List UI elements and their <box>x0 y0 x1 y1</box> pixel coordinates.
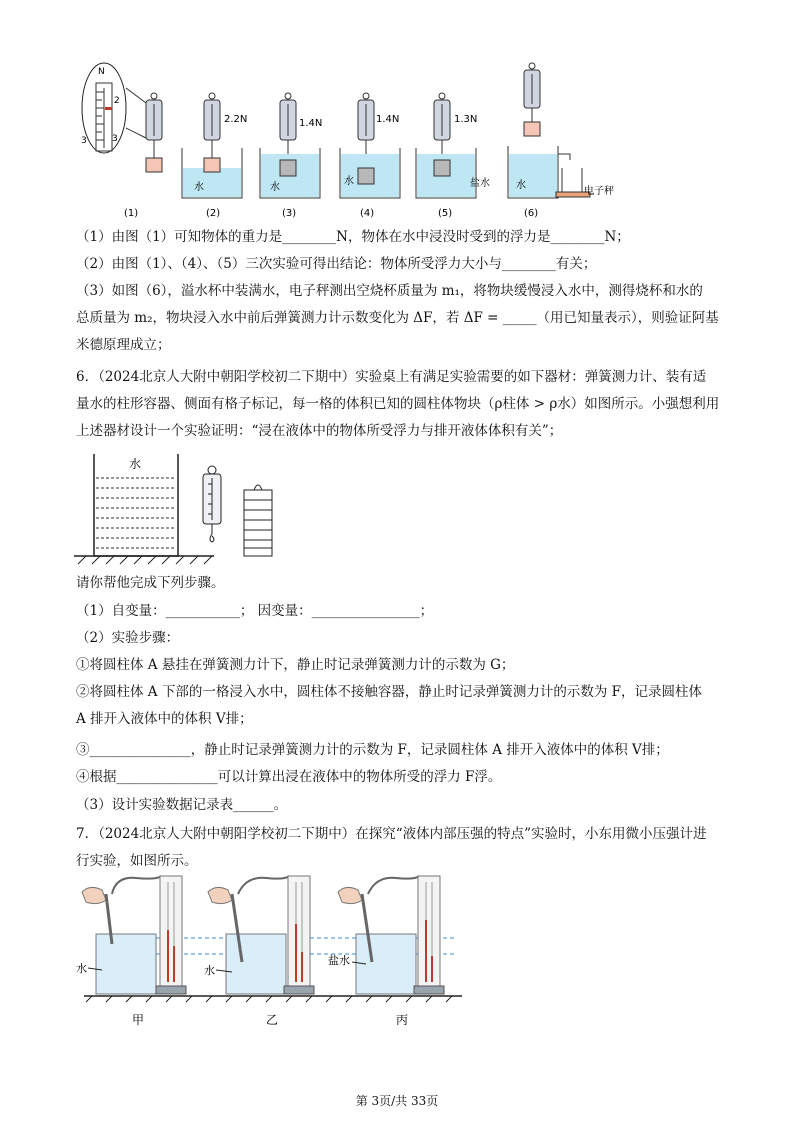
setup-bing <box>328 876 444 1027</box>
liquid-label-3: 水 <box>270 182 280 193</box>
setup-6 <box>508 63 614 198</box>
q6-line-2: 量水的柱形容器、侧面有格子标记，每一格的体积已知的圆柱体物块（ρ柱体 > ρ水）如图所示。小强想利用 <box>76 396 720 412</box>
q5-line-1: （1）由图（1）可知物体的重力是________N，物体在水中浸没时受到的浮力是________N； <box>76 229 630 245</box>
caption-2: (2) <box>206 208 221 219</box>
q6-line-1: 6．（2024北京人大附中朝阳学校初二下期中）实验桌上有满足实验需要的如下器材：弹簧测力计、装有适 <box>76 369 707 385</box>
caption-5: (5) <box>438 208 453 219</box>
caption-3: (3) <box>282 208 297 219</box>
q6-line-11: ④根据_______________可以计算出浸在液体中的物体所受的浮力 F浮。 <box>76 769 502 785</box>
buoyancy-figure <box>76 58 616 220</box>
setup-3 <box>260 93 322 198</box>
liquid-label-5: 盐水 <box>470 178 490 189</box>
apparatus-figure <box>74 448 304 568</box>
reading-4: 1.4N <box>376 114 400 125</box>
q6-line-7: ①将圆柱体 A 悬挂在弹簧测力计下，静止时记录弹簧测力计的示数为 G； <box>76 657 515 673</box>
liquid-label-4: 水 <box>344 176 354 187</box>
q6-line-8: ②将圆柱体 A 下部的一格浸入水中，圆柱体不接触容器，静止时记录弹簧测力计的示数为 F，记录圆柱体 <box>76 684 702 700</box>
reading-3: 1.4N <box>299 118 323 129</box>
liquid-label-2: 水 <box>194 182 204 193</box>
setup-yi <box>204 876 314 1027</box>
q6-line-10: ③_______________，静止时记录弹簧测力计的示数为 F，记录圆柱体 A 排开入液体中的体积 V排； <box>76 742 669 758</box>
scale-tick-3-right: 3 <box>112 134 118 144</box>
q5-line-4: 总质量为 m₂，物块浸入水中前后弹簧测力计示数变化为 ΔF，若 ΔF = _____（用已知量表示），则验证阿基 <box>76 310 719 326</box>
setup-2 <box>182 93 247 198</box>
q7-line-1: 7．（2024北京人大附中朝阳学校初二下期中）在探究“液体内部压强的特点”实验时，小东用微小压强计进 <box>76 826 707 842</box>
setup-4 <box>340 93 400 198</box>
caption-yi: 乙 <box>266 1013 279 1027</box>
q6-line-9: A 排开入液体中的体积 V排； <box>76 711 253 727</box>
q5-line-5: 米德原理成立； <box>76 337 171 353</box>
container-water-label: 水 <box>129 457 142 471</box>
scale-tick-3-left: 3 <box>81 136 87 146</box>
liquid-label-6: 水 <box>516 180 526 191</box>
caption-4: (4) <box>360 208 375 219</box>
caption-jia: 甲 <box>132 1013 145 1027</box>
page-footer: 第 3页/共 33页 <box>355 1094 439 1108</box>
pressure-gauge-figure <box>76 872 468 1030</box>
caption-bing: 丙 <box>396 1013 409 1027</box>
electronic-scale-label: 电子秤 <box>584 186 614 197</box>
q6-line-3: 上述器材设计一个实验证明：“浸在液体中的物体所受浮力与排开液体体积有关”； <box>76 423 563 439</box>
setup-5 <box>416 93 490 198</box>
q7-line-2: 行实验，如图所示。 <box>76 853 198 869</box>
q5-line-2: （2）由图（1）、（4）、（5）三次实验可得出结论：物体所受浮力大小与________有关； <box>76 256 597 272</box>
q6-line-6: （2）实验步骤： <box>76 630 180 646</box>
setup-1 <box>146 93 162 172</box>
liquid-label-yi: 水 <box>204 964 215 977</box>
q6-line-12: （3）设计实验数据记录表______。 <box>76 797 288 813</box>
q5-line-3: （3）如图（6），溢水杯中装满水，电子秤测出空烧杯质量为 m₁，将物块缓慢浸入水中，测得烧杯和水的 <box>76 283 703 299</box>
caption-6: (6) <box>524 208 539 219</box>
q6-line-4: 请你帮他完成下列步骤。 <box>76 575 225 591</box>
scale-unit-label: N <box>98 67 105 77</box>
reading-2: 2.2N <box>224 114 248 125</box>
q6-line-5: （1）自变量：___________； 因变量：________________； <box>76 603 434 619</box>
setup-jia <box>76 876 186 1027</box>
liquid-label-bing: 盐水 <box>328 954 350 967</box>
liquid-label-jia: 水 <box>76 962 87 975</box>
reading-5: 1.3N <box>454 114 478 125</box>
caption-1: (1) <box>124 208 139 219</box>
magnified-scale <box>81 63 146 153</box>
scale-tick-2-right: 2 <box>114 96 120 106</box>
